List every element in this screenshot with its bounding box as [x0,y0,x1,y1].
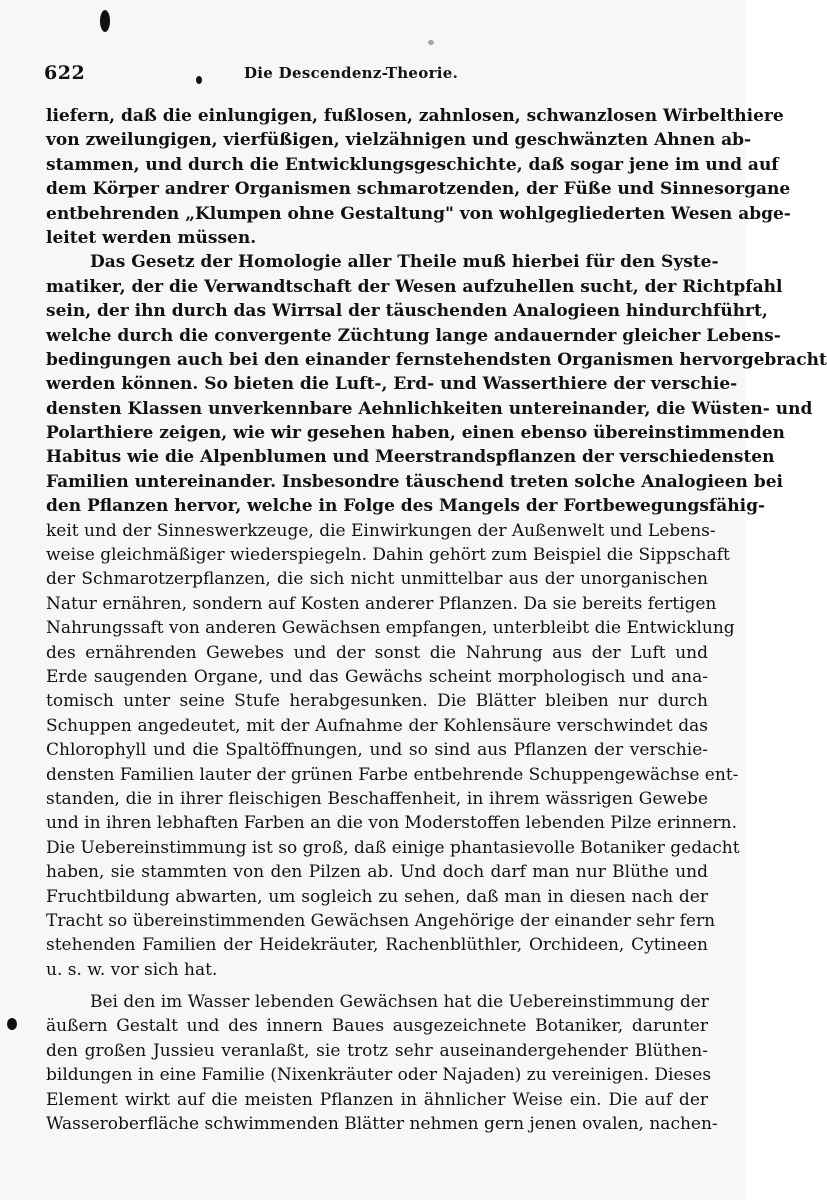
text-line: den großen Jussieu veranlaßt, sie trotz sehr auseinandergehender Blüthen- [46,1040,708,1061]
text-line: keit und der Sinneswerkzeuge, die Einwirkungen der Außenwelt und Lebens- [46,520,716,541]
text-line: stehenden Familien der Heidekräuter, Rachenblüthler, Orchideen, Cytineen [46,935,708,956]
text-line: Nahrungssaft von anderen Gewächsen empfangen, unterbleibt die Entwicklung [46,618,735,639]
text-line: Erde saugenden Organe, und das Gewächs scheint morphologisch und ana- [46,666,708,687]
paragraph [46,990,718,1136]
scan-speck [428,40,434,45]
text-line: und in ihren lebhaften Farben an die von Moderstoffen lebenden Pilze erinnern. [46,813,738,834]
text-line: tomisch unter seine Stufe herabgesunken. Die Blätter bleiben nur durch [46,691,708,712]
text-line: Die Uebereinstimmung ist so groß, daß einige phantasievolle Botaniker gedacht [46,837,740,858]
text-line: dem Körper andrer Organismen schmarotzenden, der Füße und Sinnesorgane [46,179,791,200]
text-line: Das Gesetz der Homologie aller Theile muß hierbei für den Syste- [90,252,719,273]
text-line: äußern Gestalt und des innern Baues ausgezeichnete Botaniker, darunter [46,1016,708,1037]
paragraph-gap [46,982,708,990]
text-line: des ernährenden Gewebes und der sonst die Nahrung aus der Luft und [46,642,708,663]
running-title: Die Descendenz-Theorie. [244,64,459,82]
body-text [46,104,827,1136]
text-line: densten Familien lauter der grünen Farbe entbehrende Schuppengewächse ent- [46,764,739,785]
text-line: von zweilungigen, vierfüßigen, vielzähnigen und geschwänzten Ahnen ab- [46,130,752,151]
text-line: Wasseroberfläche schwimmenden Blätter nehmen gern jenen ovalen, nachen- [46,1114,718,1135]
paragraph [46,104,791,250]
text-line: Habitus wie die Alpenblumen und Meerstrandspflanzen der verschiedensten [46,447,775,468]
text-line: weise gleichmäßiger wiederspiegeln. Dahin gehört zum Beispiel die Sippschaft [46,545,730,566]
text-line: werden können. So bieten die Luft-, Erd- und Wasserthiere der verschie- [46,374,738,395]
text-line: densten Klassen unverkennbare Aehnlichkeiten untereinander, die Wüsten- und [46,398,813,419]
text-line: der Schmarotzerpflanzen, die sich nicht unmittelbar aus der unorganischen [46,569,708,590]
text-line: bildungen in eine Familie (Nixenkräuter oder Najaden) zu vereinigen. Dieses [46,1065,712,1086]
scan-speck [100,10,110,32]
text-line: Bei den im Wasser lebenden Gewächsen hat die Uebereinstimmung der [90,992,709,1013]
page-number: 622 [44,62,86,84]
text-line: Schuppen angedeutet, mit der Aufnahme der Kohlensäure verschwindet das [46,715,708,736]
text-line: Element wirkt auf die meisten Pflanzen in ähnlicher Weise ein. Die auf der [46,1089,708,1110]
text-line: Tracht so übereinstimmenden Gewächsen Angehörige der einander sehr fern [46,910,716,931]
text-line: liefern, daß die einlungigen, fußlosen, zahnlosen, schwanzlosen Wirbelthiere [46,106,784,126]
text-line: entbehrenden „Klumpen ohne Gestaltung" von wohlgegliederten Wesen abge- [46,203,791,224]
text-line: welche durch die convergente Züchtung lange andauernder gleicher Lebens- [46,325,781,346]
text-line: matiker, der die Verwandtschaft der Wesen aufzuhellen sucht, der Richtpfahl [46,276,783,297]
text-line: bedingungen auch bei den einander fernstehendsten Organismen hervorgebracht [46,349,827,370]
scan-speck [7,1018,17,1030]
text-line: u. s. w. vor sich hat. [46,959,218,980]
text-line: Polarthiere zeigen, wie wir gesehen haben, einen ebenso übereinstimmenden [46,423,785,444]
text-line: Chlorophyll und die Spaltöffnungen, und so sind aus Pflanzen der verschie- [46,740,708,761]
text-line: Fruchtbildung abwarten, um sogleich zu sehen, daß man in diesen nach der [46,886,708,907]
text-line: standen, die in ihrer fleischigen Beschaffenheit, in ihrem wässrigen Gewebe [46,788,708,809]
text-line: leitet werden müssen. [46,227,257,248]
text-line: Natur ernähren, sondern auf Kosten anderer Pflanzen. Da sie bereits fertigen [46,593,717,614]
text-line: den Pflanzen hervor, welche in Folge des Mangels der Fortbewegungsfähig- [46,496,766,517]
text-line: sein, der ihn durch das Wirrsal der täuschenden Analogieen hindurchführt, [46,301,768,322]
text-line: Familien untereinander. Insbesondre täuschend treten solche Analogieen bei [46,471,783,492]
text-line: stammen, und durch die Entwicklungsgeschichte, daß sogar jene im und auf [46,154,779,175]
page-header [44,60,705,88]
paragraph [46,250,827,982]
text-line: haben, sie stammten von den Pilzen ab. Und doch darf man nur Blüthe und [46,862,708,883]
